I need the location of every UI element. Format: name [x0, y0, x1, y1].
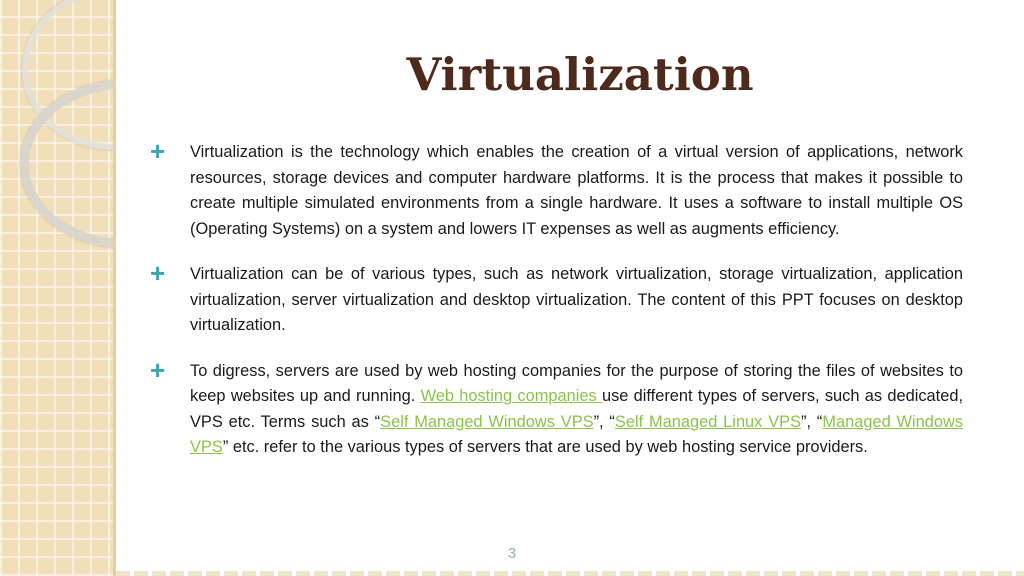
plus-icon: +	[150, 258, 166, 288]
slide-title: Virtualization	[406, 48, 754, 101]
bullet-text	[190, 359, 963, 461]
bullet-text-segment: use different types of servers, such as dedicated, VPS etc. Terms such as “	[190, 387, 964, 431]
page-number: 3	[507, 545, 517, 562]
bullet-text: Virtualization can be of various types, such as network virtualization, storage virtualization, application virtualization, server virtualization and desktop virtualization. The content of this PPT focuses on desktop virtualization.	[190, 265, 963, 334]
slide-content	[150, 136, 964, 481]
bullet-text-segment: To digress, servers are used by web hosting companies for the purpose of storing the files of websites to keep websites up and running.	[190, 361, 963, 405]
bullet-text-segment: ”, “	[801, 412, 823, 431]
bullet-text-segment: ” etc. refer to the various types of servers that are used by web hosting service providers.	[222, 438, 868, 456]
side-band-edge	[113, 0, 116, 576]
bullet-item	[150, 258, 963, 339]
bullet-item	[150, 354, 964, 461]
self-managed-windows-vps-link[interactable]: Self Managed Windows VPS	[380, 412, 594, 431]
web-hosting-companies-link[interactable]: Web hosting companies	[420, 387, 602, 405]
bullet-item	[150, 136, 963, 242]
plus-icon: +	[150, 136, 166, 166]
self-managed-linux-vps-link[interactable]: Self Managed Linux VPS	[614, 412, 802, 431]
plus-icon: +	[150, 354, 166, 385]
bullet-text: Virtualization is the technology which enables the creation of a virtual version of applications, network resources, storage devices and computer hardware platforms. It is the process that makes it possible to create multiple simulated environments from a single hardware. It uses a software to install multiple OS (Operating Systems) on a system and lowers IT expenses as well as augments efficiency.	[190, 143, 963, 238]
decorative-bottom-strip	[116, 571, 1024, 576]
managed-windows-vps-link[interactable]: Managed Windows VPS	[190, 412, 964, 456]
decorative-side-band	[0, 0, 113, 576]
bullet-text-segment: ”, “	[593, 412, 615, 431]
